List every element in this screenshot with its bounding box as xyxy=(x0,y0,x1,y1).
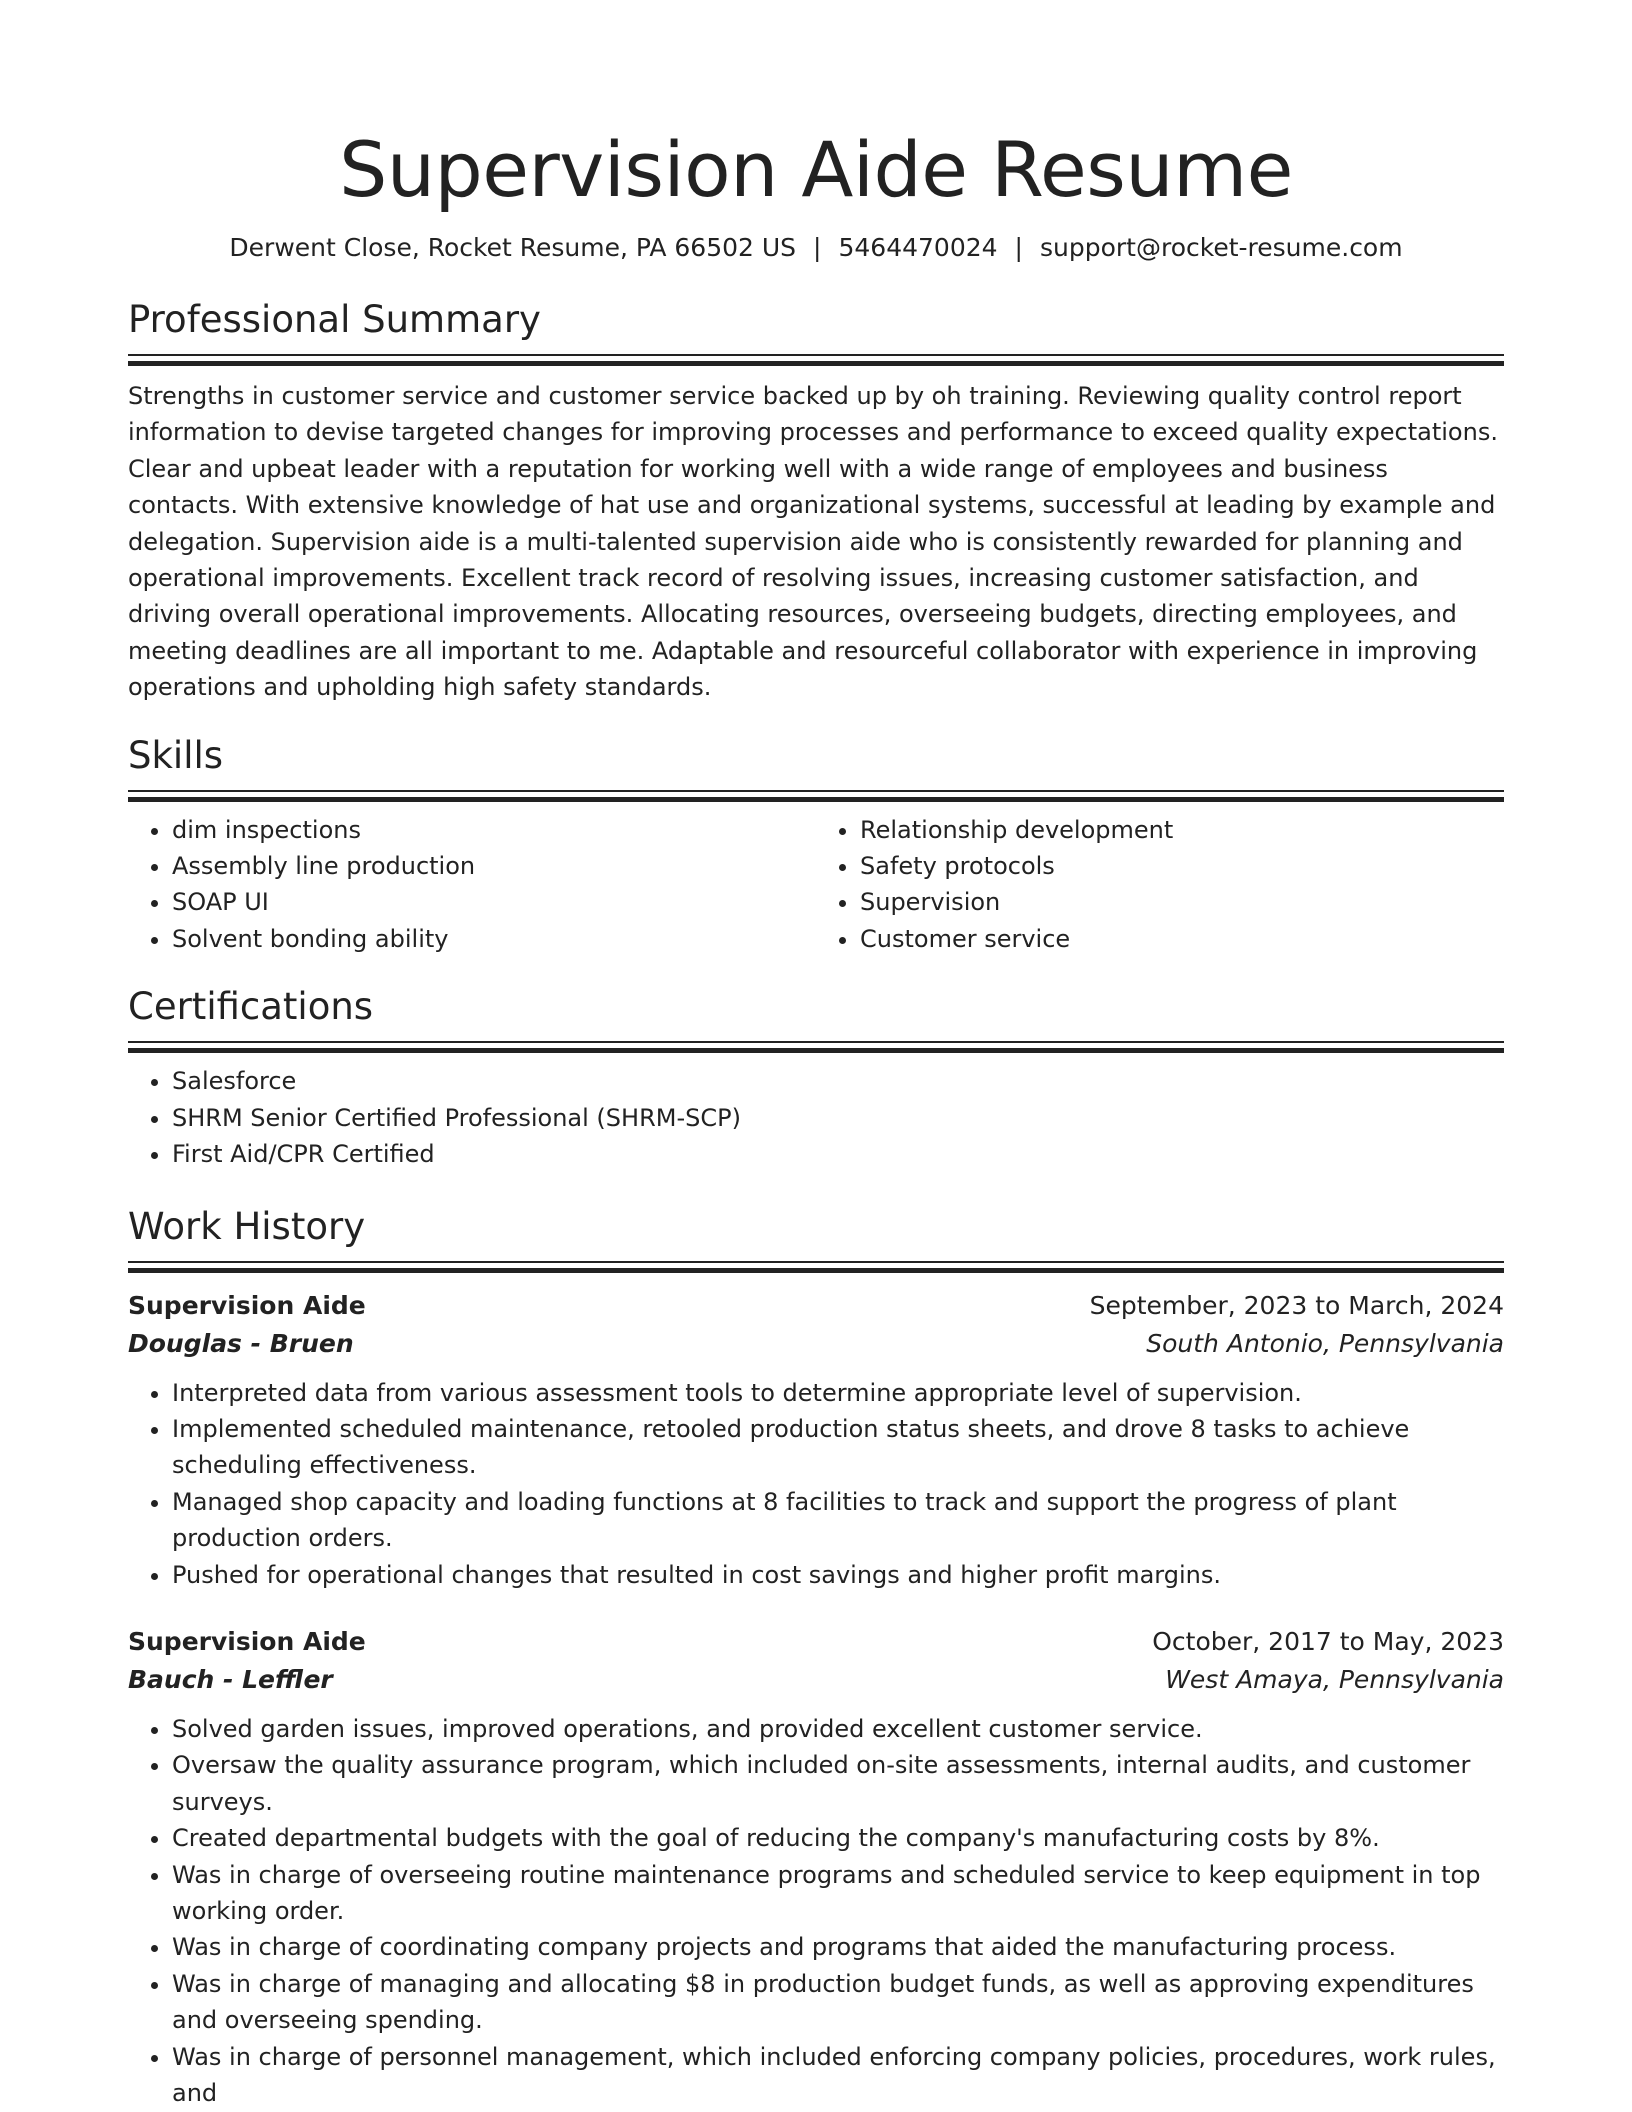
resume-page xyxy=(128,0,1504,2111)
certifications-heading: Certifications xyxy=(128,985,374,1029)
job-title: Supervision Aide xyxy=(128,1626,366,1656)
job-duty: • Created departmental budgets with the goal of reducing the company's manufacturing costs by 8%. xyxy=(172,1820,1504,1856)
job-company: Bauch - Leffler xyxy=(128,1664,333,1694)
certification-item: • Salesforce xyxy=(172,1063,1504,1099)
job-subheader xyxy=(128,1325,1504,1363)
job-duty: • Pushed for operational changes that resulted in cost savings and higher profit margins. xyxy=(172,1557,1504,1593)
job-location: South Antonio, Pennsylvania xyxy=(1146,1328,1504,1358)
section-divider xyxy=(128,1041,1504,1053)
job-duty: • Was in charge of managing and allocating $8 in production budget funds, as well as approving expenditures and overseeing spending. xyxy=(172,1966,1504,2039)
summary-text: Strengths in customer service and customer service backed up by oh training. Reviewing quality control report information to devise targeted changes for improving processes and performance to exceed quality expectations. Clear and upbeat leader with a reputation for working well with a wide range of employees and business contacts. With extensive knowledge of hat use and organizational systems, successful at leading by example and delegation. Supervision aide is a multi-talented supervision aide who is consistently rewarded for planning and operational improvements. Excellent track record of resolving issues, increasing customer satisfaction, and driving overall operational improvements. Allocating resources, overseeing budgets, directing employees, and meeting deadlines are all important to me. Adaptable and resourceful collaborator with experience in improving operations and upholding high safety standards. xyxy=(128,382,1498,702)
resume-title: Supervision Aide Resume xyxy=(339,125,1293,214)
summary-section xyxy=(128,296,1504,706)
job-company: Douglas - Bruen xyxy=(128,1328,354,1358)
skills-columns xyxy=(128,812,1504,958)
contact-separator: | xyxy=(1014,233,1023,262)
work-history-heading: Work History xyxy=(128,1204,366,1248)
job-header xyxy=(128,1287,1504,1325)
certifications-list xyxy=(128,1063,1504,1172)
certification-item: • SHRM Senior Certified Professional (SHRM-SCP) xyxy=(172,1100,1504,1136)
job-duties xyxy=(128,1375,1504,1593)
job-location: West Amaya, Pennsylvania xyxy=(1165,1664,1504,1694)
skills-section xyxy=(128,732,1504,958)
skill-item: • SOAP UI xyxy=(172,884,816,920)
job-dates: October, 2017 to May, 2023 xyxy=(1152,1626,1504,1656)
job-duty: • Interpreted data from various assessment tools to determine appropriate level of supervision. xyxy=(172,1375,1504,1411)
job-duty: • Solved garden issues, improved operations, and provided excellent customer service. xyxy=(172,1711,1504,1747)
job-duty: • Managed shop capacity and loading functions at 8 facilities to track and support the progress of plant production orders. xyxy=(172,1484,1504,1557)
certifications-section xyxy=(128,983,1504,1172)
skill-item: • Safety protocols xyxy=(860,848,1504,884)
job-entry xyxy=(128,1623,1504,2111)
job-entry xyxy=(128,1287,1504,1593)
skill-item: • Solvent bonding ability xyxy=(172,921,816,957)
job-duties xyxy=(128,1711,1504,2111)
skills-heading: Skills xyxy=(128,733,224,777)
section-divider xyxy=(128,1261,1504,1273)
skills-list-left xyxy=(128,812,816,958)
job-duty: • Was in charge of personnel management, which included enforcing company policies, procedures, work rules, and xyxy=(172,2039,1504,2112)
summary-heading: Professional Summary xyxy=(128,298,541,341)
contact-line xyxy=(128,232,1504,264)
section-divider xyxy=(128,354,1504,366)
job-subheader xyxy=(128,1661,1504,1699)
certification-item: • First Aid/CPR Certified xyxy=(172,1136,1504,1172)
work-history-section xyxy=(128,1203,1504,2112)
job-header xyxy=(128,1623,1504,1661)
skill-item: • dim inspections xyxy=(172,812,816,848)
job-duty: • Implemented scheduled maintenance, retooled production status sheets, and drove 8 tasks to achieve scheduling effectiveness. xyxy=(172,1411,1504,1484)
skills-list-right xyxy=(816,812,1504,958)
job-duty: • Oversaw the quality assurance program, which included on-site assessments, internal audits, and customer surveys. xyxy=(172,1747,1504,1820)
job-duty: • Was in charge of overseeing routine maintenance programs and scheduled service to keep equipment in top working order. xyxy=(172,1857,1504,1930)
skill-item: • Supervision xyxy=(860,884,1504,920)
contact-address: Derwent Close, Rocket Resume, PA 66502 US xyxy=(229,233,797,262)
contact-phone: 5464470024 xyxy=(838,233,998,262)
section-divider xyxy=(128,790,1504,802)
skill-item: • Assembly line production xyxy=(172,848,816,884)
job-dates: September, 2023 to March, 2024 xyxy=(1089,1290,1504,1320)
job-title: Supervision Aide xyxy=(128,1290,366,1320)
contact-separator: | xyxy=(813,233,822,262)
skill-item: • Relationship development xyxy=(860,812,1504,848)
contact-email: support@rocket-resume.com xyxy=(1039,233,1403,262)
skill-item: • Customer service xyxy=(860,921,1504,957)
job-duty: • Was in charge of coordinating company projects and programs that aided the manufacturing process. xyxy=(172,1929,1504,1965)
